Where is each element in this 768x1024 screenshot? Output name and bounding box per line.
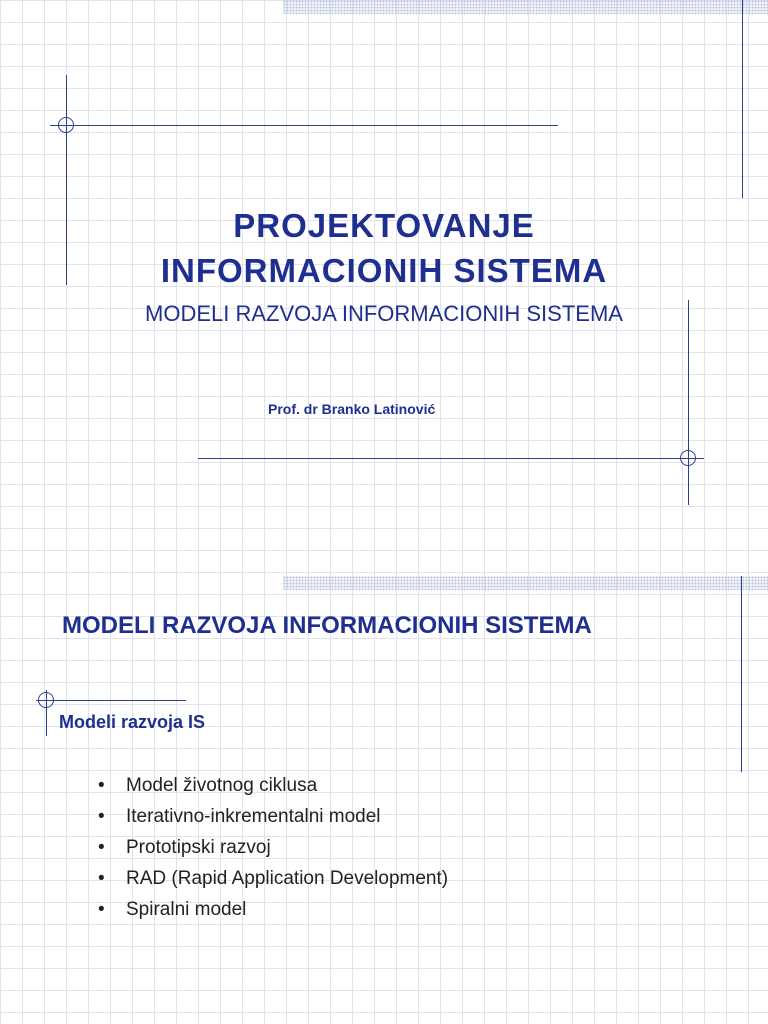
crosshair-circle-icon: [680, 450, 696, 466]
decorative-line: [688, 300, 689, 505]
decorative-line: [741, 576, 742, 772]
crosshair-circle-icon: [38, 692, 54, 708]
author-name: Prof. dr Branko Latinović: [268, 401, 436, 417]
content-slide: [0, 512, 768, 1024]
section-subtitle: Modeli razvoja IS: [59, 712, 206, 732]
decorative-line: [36, 700, 186, 701]
slide-title: MODELI RAZVOJA INFORMACIONIH SISTEMA: [62, 612, 592, 639]
crosshair-circle-icon: [58, 117, 74, 133]
list-item: • Model životnog ciklusa: [98, 770, 448, 801]
dotted-band-decoration: [283, 576, 768, 590]
list-item: • Prototipski razvoj: [98, 832, 448, 863]
slide-title-line1: PROJEKTOVANJE: [233, 207, 535, 244]
list-item: • RAD (Rapid Application Development): [98, 863, 448, 894]
decorative-line: [742, 0, 743, 198]
slide-subtitle: MODELI RAZVOJA INFORMACIONIH SISTEMA: [145, 301, 623, 326]
dotted-band-decoration: [283, 0, 768, 14]
bullet-list: [98, 770, 448, 925]
decorative-line: [50, 125, 558, 126]
decorative-line: [198, 458, 704, 459]
slide-title-line2: INFORMACIONIH SISTEMA: [160, 252, 608, 289]
list-item: • Spiralni model: [98, 894, 448, 925]
list-item: • Iterativno-inkrementalni model: [98, 801, 448, 832]
